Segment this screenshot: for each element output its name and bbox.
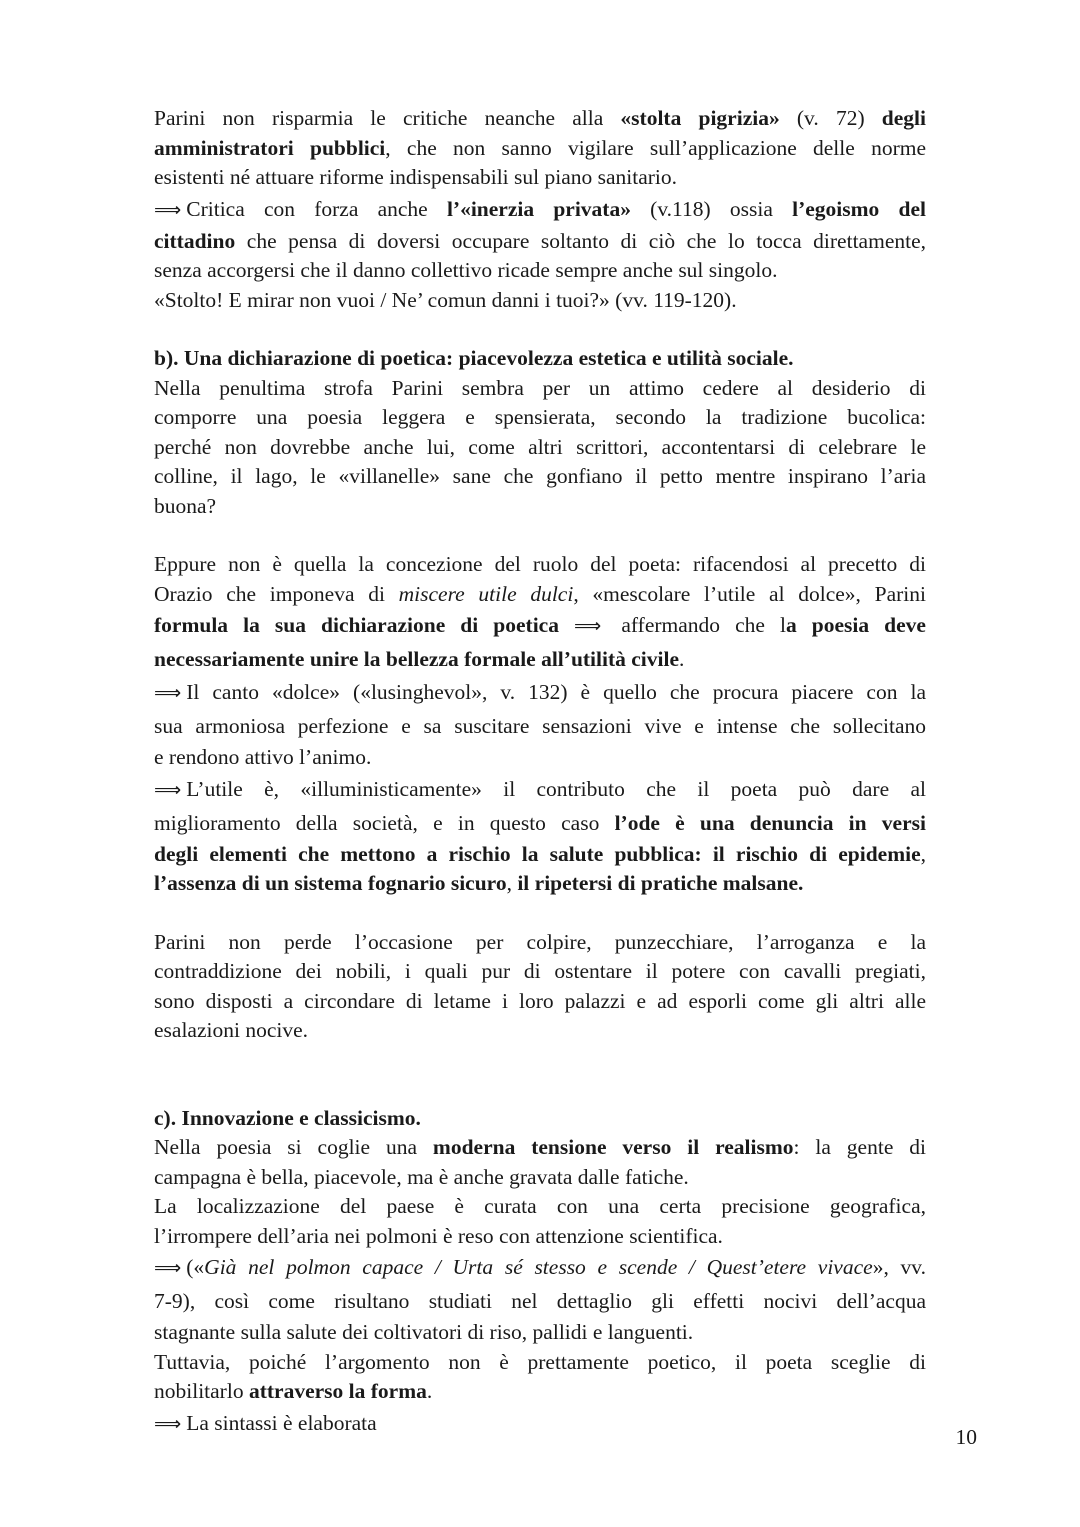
text-line: Tuttavia, poiché l’argomento non è prettamente poetico, il poeta sceglie di	[154, 1349, 926, 1374]
text-line: l’assenza di un sistema fognario sicuro, il ripetersi di pratiche malsane.	[154, 871, 804, 895]
text-line: e rendono attivo l’animo.	[154, 745, 372, 769]
text-line: ⟹ («Già nel polmon capace / Urta sé stesso e scende / Quest’etere vivace», vv.	[154, 1255, 926, 1279]
text-line: miglioramento della società, e in questo caso l’ode è una denuncia in versi	[154, 810, 926, 835]
text-line: sua armoniosa perfezione e sa suscitare sensazioni vive e intense che sollecitano	[154, 714, 926, 738]
text-line: degli elementi che mettono a rischio la salute pubblica: il rischio di epidemie,	[154, 841, 926, 866]
text-line: stagnante sulla salute dei coltivatori di riso, pallidi e languenti.	[154, 1320, 694, 1344]
text-line: Nella poesia si coglie una moderna tensione verso il realismo: la gente di	[154, 1135, 926, 1159]
text-line: Eppure non è quella la concezione del ruolo del poeta: rifacendosi al precetto di	[154, 552, 926, 576]
arrow-icon: ⟹	[154, 1257, 181, 1279]
text-line: formula la sua dichiarazione di poetica ⟹ affermando che la poesia deve	[154, 613, 926, 637]
text-line: La localizzazione del paese è curata con una certa precisione geografica,	[154, 1194, 926, 1218]
text-line: buona?	[154, 493, 217, 518]
text-line: campagna è bella, piacevole, ma è anche gravata dalle fatiche.	[154, 1164, 689, 1189]
text-line: ⟹ Il canto «dolce» («lusinghevol», v. 132) è quello che procura piacere con la	[154, 680, 926, 704]
arrow-icon: ⟹	[154, 682, 181, 704]
text-line: senza accorgersi che il danno collettivo ricade sempre anche sul singolo.	[154, 258, 778, 282]
arrow-icon: ⟹	[574, 615, 601, 637]
text-line: l’irrompere dell’aria nei polmoni è reso con attenzione scientifica.	[154, 1223, 723, 1248]
text-line: esistenti né attuare riforme indispensabili sul piano sanitario.	[154, 165, 678, 189]
section-heading-b: b). Una dichiarazione di poetica: piacevolezza estetica e utilità sociale.	[154, 346, 794, 370]
text-line: «Stolto! E mirar non vuoi / Ne’ comun danni i tuoi?» (vv. 119-120).	[154, 287, 737, 312]
page-number: 10	[955, 1425, 977, 1449]
text-line: ⟹ La sintassi è elaborata	[154, 1410, 377, 1435]
document-page	[154, 104, 926, 1441]
text-line: perché non dovrebbe anche lui, come altri scrittori, accontentarsi di celebrare le	[154, 434, 926, 459]
text-line: colline, il lago, le «villanelle» sane che gonfiano il petto mentre inspirano l’aria	[154, 464, 926, 488]
text-line: Orazio che imponeva di miscere utile dulci, «mescolare l’utile al dolce», Parini	[154, 581, 926, 606]
text-line: esalazioni nocive.	[154, 1018, 309, 1042]
text-line: contraddizione dei nobili, i quali pur di ostentare il potere con cavalli pregiati,	[154, 959, 926, 983]
text-line: ⟹ L’utile è, «illuministicamente» il contributo che il poeta può dare al	[154, 776, 926, 801]
text-line: Parini non risparmia le critiche neanche alla «stolta pigrizia» (v. 72) degli	[154, 106, 926, 130]
text-line: necessariamente unire la bellezza formale all’utilità civile.	[154, 647, 685, 671]
text-line: comporre una poesia leggera e spensierata, secondo la tradizione bucolica:	[154, 405, 926, 429]
text-line: amministratori pubblici, che non sanno vigilare sull’applicazione delle norme	[154, 135, 926, 160]
arrow-icon: ⟹	[154, 198, 181, 221]
text-line: ⟹ Critica con forza anche l’«inerzia privata» (v.118) ossia l’egoismo del	[154, 196, 926, 221]
arrow-icon: ⟹	[154, 1412, 181, 1435]
text-line: nobilitarlo attraverso la forma.	[154, 1379, 433, 1403]
text-line: 7-9), così come risultano studiati nel dettaglio gli effetti nocivi dell’acqua	[154, 1289, 926, 1313]
text-line: Nella penultima strofa Parini sembra per un attimo cedere al desiderio di	[154, 375, 926, 400]
text-line: cittadino che pensa di doversi occupare soltanto di ciò che lo tocca direttamente,	[154, 228, 926, 253]
arrow-icon: ⟹	[154, 778, 181, 801]
text-line: Parini non perde l’occasione per colpire, punzecchiare, l’arroganza e la	[154, 929, 926, 954]
text-line: sono disposti a circondare di letame i loro palazzi e ad esporli come gli altri alle	[154, 988, 926, 1013]
section-heading-c: c). Innovazione e classicismo.	[154, 1105, 421, 1130]
